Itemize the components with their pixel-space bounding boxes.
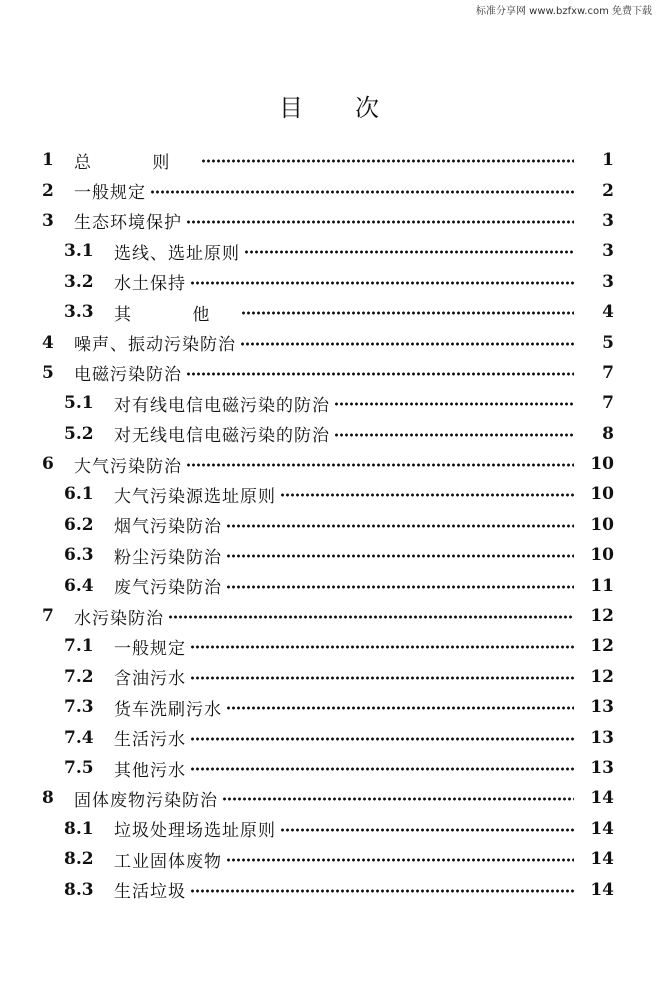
toc-entry-page: 3 (602, 241, 614, 262)
toc-entry-page: 11 (590, 575, 614, 596)
toc-entry-page: 13 (590, 697, 614, 718)
toc-entry-number: 3 (42, 210, 54, 231)
toc-entry-number: 3.2 (64, 271, 94, 292)
toc-entry-label: 一般规定 (114, 638, 186, 659)
toc-entry[interactable] (0, 601, 658, 631)
toc-entry-label: 固体废物污染防治 (74, 790, 218, 811)
toc-entry[interactable] (0, 662, 658, 692)
toc-entry-page: 7 (602, 362, 614, 383)
toc-entry-number: 2 (42, 180, 54, 201)
toc-entry-label: 对有线电信电磁污染的防治 (114, 395, 330, 416)
toc-entry-number: 7.1 (64, 636, 94, 657)
toc-entry-label: 生活垃圾 (114, 882, 186, 903)
toc-dot-leader (150, 189, 574, 195)
toc-dot-leader (168, 614, 574, 620)
toc-entry-number: 7.3 (64, 697, 94, 718)
toc-dot-leader (280, 827, 574, 833)
toc-dot-leader (190, 644, 574, 650)
toc-entry[interactable] (0, 692, 658, 722)
toc-entry[interactable] (0, 510, 658, 540)
toc-entry-number: 7 (42, 606, 54, 627)
toc-entry-page: 3 (602, 271, 614, 292)
toc-entry[interactable] (0, 814, 658, 844)
toc-dot-leader (190, 280, 574, 286)
toc-entry-number: 8.2 (64, 849, 94, 870)
toc-entry-label: 货车洗刷污水 (114, 699, 222, 720)
toc-entry[interactable] (0, 783, 658, 813)
toc-entry-number: 6.3 (64, 545, 94, 566)
toc-entry-number: 5 (42, 362, 54, 383)
toc-entry[interactable] (0, 327, 658, 357)
toc-entry-label: 含油污水 (114, 669, 186, 690)
toc-entry-label: 选线、选址原则 (114, 243, 240, 264)
toc-entry[interactable] (0, 297, 658, 327)
toc-dot-leader (226, 857, 574, 863)
toc-entry-label: 烟气污染防治 (114, 517, 222, 538)
toc-entry-label: 水土保持 (114, 274, 186, 295)
toc-entry-number: 6.1 (64, 484, 94, 505)
toc-dot-leader (190, 888, 574, 894)
site-watermark: 标准分享网 www.bzfxw.com 免费下载 (476, 6, 652, 17)
toc-entry-page: 1 (602, 150, 614, 171)
toc-entry[interactable] (0, 358, 658, 388)
toc-entry-label: 其 他 (114, 304, 238, 325)
toc-dot-leader (226, 553, 574, 559)
toc-entry-page: 10 (590, 454, 614, 475)
toc-dot-leader (280, 492, 574, 498)
toc-entry-number: 6 (42, 454, 54, 475)
toc-entry-number: 7.4 (64, 727, 94, 748)
toc-entry[interactable] (0, 631, 658, 661)
toc-entry-page: 4 (602, 302, 614, 323)
toc-entry-page: 5 (602, 332, 614, 353)
toc-entry[interactable] (0, 540, 658, 570)
toc-entry-page: 13 (590, 758, 614, 778)
toc-entry[interactable] (0, 236, 658, 266)
toc-entry-number: 1 (42, 150, 54, 171)
toc-dot-leader (186, 219, 574, 225)
toc-entry-number: 8.1 (64, 818, 94, 839)
toc-entry[interactable] (0, 479, 658, 509)
toc-entry-number: 7.2 (64, 666, 94, 687)
toc-entry[interactable] (0, 722, 658, 752)
toc-entry-number: 5.2 (64, 423, 94, 444)
toc-dot-leader (186, 371, 574, 377)
toc-entry-number: 6.2 (64, 514, 94, 535)
toc-dot-leader (241, 310, 574, 316)
toc-entry[interactable] (0, 753, 658, 783)
toc-entry-page: 2 (602, 180, 614, 201)
toc-entry-label: 工业固体废物 (114, 851, 222, 872)
toc-entry-label: 垃圾处理场选址原则 (114, 821, 276, 842)
toc-dot-leader (190, 675, 574, 681)
toc-entry-label: 大气污染源选址原则 (114, 486, 276, 507)
toc-entry-number: 3.1 (64, 241, 94, 262)
toc-entry[interactable] (0, 388, 658, 418)
toc-entry-label: 其他污水 (114, 760, 186, 781)
toc-dot-leader (186, 462, 574, 468)
toc-entry-number: 4 (42, 332, 54, 353)
toc-entry[interactable] (0, 449, 658, 479)
toc-dot-leader (226, 705, 574, 711)
toc-entry-number: 7.5 (64, 758, 94, 778)
toc-dot-leader (190, 766, 574, 772)
toc-entry-label: 粉尘污染防治 (114, 547, 222, 568)
toc-dot-leader (240, 341, 574, 347)
toc-entry-number: 3.3 (64, 302, 94, 323)
toc-entry-page: 7 (602, 393, 614, 414)
toc-entry[interactable] (0, 267, 658, 297)
toc-entry-number: 5.1 (64, 393, 94, 414)
toc-entry-page: 14 (590, 818, 614, 839)
toc-entry[interactable] (0, 844, 658, 874)
toc-entry[interactable] (0, 419, 658, 449)
toc-entry-page: 10 (590, 545, 614, 566)
toc-dot-leader (190, 736, 574, 742)
toc-entry[interactable] (0, 570, 658, 600)
toc-entry-page: 14 (590, 788, 614, 809)
toc-entry-page: 13 (590, 727, 614, 748)
toc-entry-page: 10 (590, 484, 614, 505)
toc-entry[interactable] (0, 145, 658, 175)
toc-entry-label: 水污染防治 (74, 608, 164, 629)
toc-dot-leader (222, 796, 574, 802)
toc-entry-page: 12 (590, 636, 614, 657)
toc-entry-label: 噪声、振动污染防治 (74, 335, 236, 356)
toc-entry[interactable] (0, 206, 658, 236)
toc-dot-leader (334, 401, 574, 407)
toc-entry[interactable] (0, 874, 658, 904)
toc-entry-page: 12 (590, 606, 614, 627)
toc-entry-number: 6.4 (64, 575, 94, 596)
toc-dot-leader (226, 523, 574, 529)
toc-entry[interactable] (0, 175, 658, 205)
toc-entry-page: 14 (590, 879, 614, 900)
toc-entry-page: 12 (590, 666, 614, 687)
toc-entry-number: 8.3 (64, 879, 94, 900)
toc-entry-label: 生活污水 (114, 730, 186, 751)
toc-entry-label: 大气污染防治 (74, 456, 182, 477)
table-of-contents (0, 145, 658, 905)
toc-entry-page: 3 (602, 210, 614, 231)
toc-entry-page: 8 (602, 423, 614, 444)
toc-entry-page: 14 (590, 849, 614, 870)
page-title: 目次 (279, 94, 431, 122)
toc-dot-leader (334, 432, 574, 438)
toc-entry-label: 总 则 (74, 152, 198, 173)
toc-entry-label: 电磁污染防治 (74, 365, 182, 386)
toc-dot-leader (201, 158, 574, 164)
toc-entry-label: 一般规定 (74, 183, 146, 204)
toc-entry-label: 对无线电信电磁污染的防治 (114, 426, 330, 447)
toc-dot-leader (244, 249, 574, 255)
toc-entry-label: 生态环境保护 (74, 213, 182, 234)
toc-entry-page: 10 (590, 514, 614, 535)
toc-entry-number: 8 (42, 788, 54, 809)
toc-dot-leader (226, 584, 574, 590)
toc-entry-label: 废气污染防治 (114, 578, 222, 599)
